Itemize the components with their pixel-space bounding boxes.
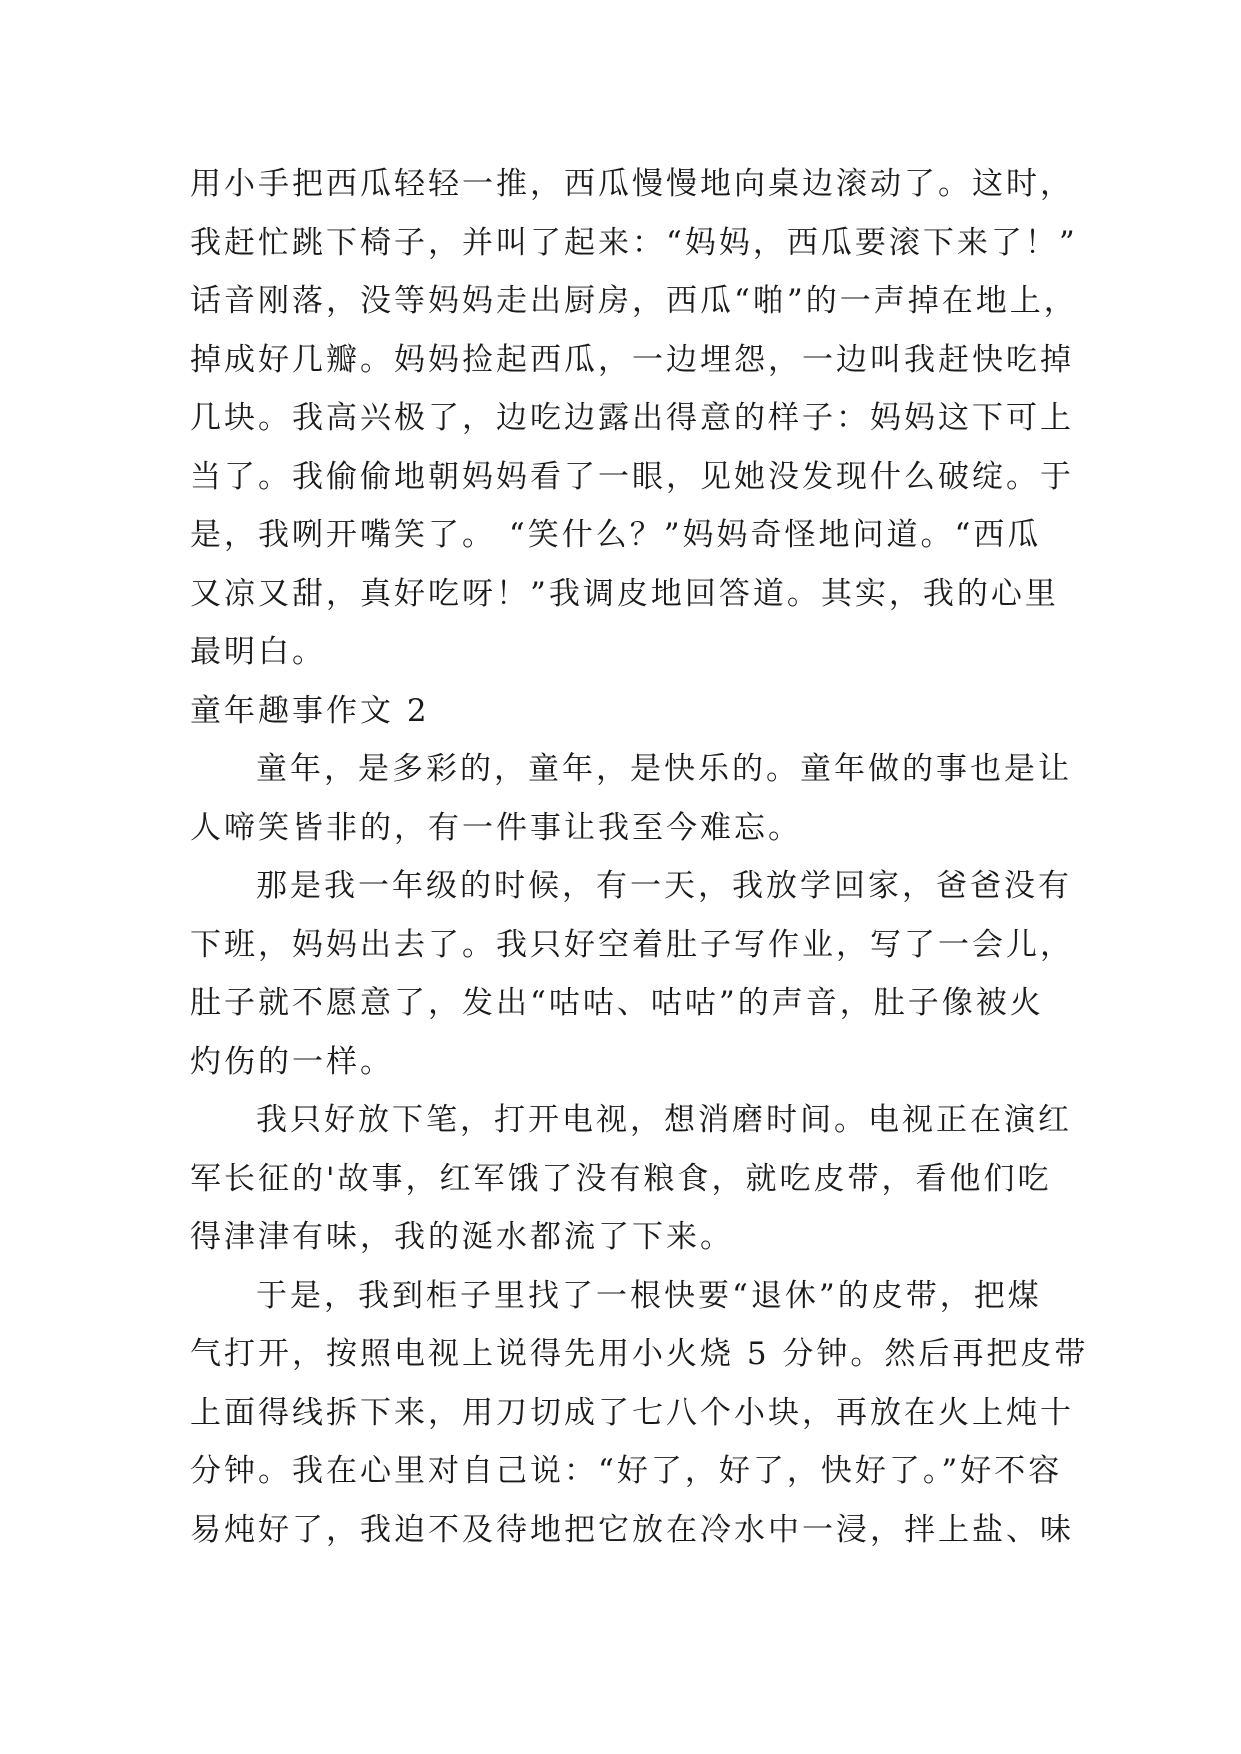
text-line: 肚子就不愿意了，发出“咕咕、咕咕”的声音，肚子像被火	[190, 985, 1044, 1021]
text-line: 军长征的'故事，红军饿了没有粮食，就吃皮带，看他们吃	[190, 1160, 1052, 1197]
paragraph-continued	[190, 155, 1078, 682]
text-line: 我赶忙跳下椅子，并叫了起来：“妈妈，西瓜要滚下来了！”	[190, 224, 1078, 261]
text-line: 分钟。我在心里对自己说：“好了，好了，快好了。”好不容	[190, 1453, 1063, 1489]
paragraph	[190, 1091, 1072, 1267]
text-line: 是，我咧开嘴笑了。 “笑什么？”妈妈奇怪地问道。“西瓜	[190, 517, 1042, 553]
text-line: 又凉又甜，真好吃呀！”我调皮地回答道。其实，我的心里	[190, 575, 1059, 612]
text-line: 灼伤的一样。	[190, 1043, 394, 1080]
text-line: 掉成好几瓣。妈妈捡起西瓜，一边埋怨，一边叫我赶快吃掉	[190, 341, 1074, 378]
text-line: 易炖好了，我迫不及待地把它放在冷水中一浸，拌上盐、味	[190, 1511, 1074, 1548]
text-line: 人啼笑皆非的，有一件事让我至今难忘。	[190, 809, 802, 846]
text-line: 得津津有味，我的涎水都流了下来。	[190, 1219, 734, 1255]
text-line: 童年，是多彩的，童年，是快乐的。童年做的事也是让	[256, 751, 1072, 787]
text-line: 最明白。	[190, 634, 326, 670]
text-line: 上面得线拆下来，用刀切成了七八个小块，再放在火上炖十	[190, 1394, 1074, 1431]
text-line: 几块。我高兴极了，边吃边露出得意的样子：妈妈这下可上	[190, 400, 1074, 436]
text-line: 当了。我偷偷地朝妈妈看了一眼，见她没发现什么破绽。于	[190, 458, 1074, 495]
text-line: 下班，妈妈出去了。我只好空着肚子写作业，写了一会儿，	[190, 926, 1074, 963]
document-page	[190, 155, 1089, 1559]
paragraph	[190, 857, 1074, 1091]
text-line: 话音刚落，没等妈妈走出厨房，西瓜“啪”的一声掉在地上，	[190, 283, 1078, 319]
paragraph	[190, 1267, 1089, 1560]
section-heading: 童年趣事作文 2	[190, 692, 430, 729]
text-line: 用小手把西瓜轻轻一推，西瓜慢慢地向桌边滚动了。这时，	[190, 166, 1074, 202]
paragraph	[190, 740, 1072, 857]
text-line: 那是我一年级的时候，有一天，我放学回家，爸爸没有	[256, 868, 1072, 904]
text-line: 于是，我到柜子里找了一根快要“退休”的皮带，把煤	[256, 1277, 1042, 1314]
text-line: 气打开，按照电视上说得先用小火烧 5 分钟。然后再把皮带	[190, 1336, 1089, 1372]
text-line: 我只好放下笔，打开电视，想消磨时间。电视正在演红	[256, 1102, 1072, 1138]
